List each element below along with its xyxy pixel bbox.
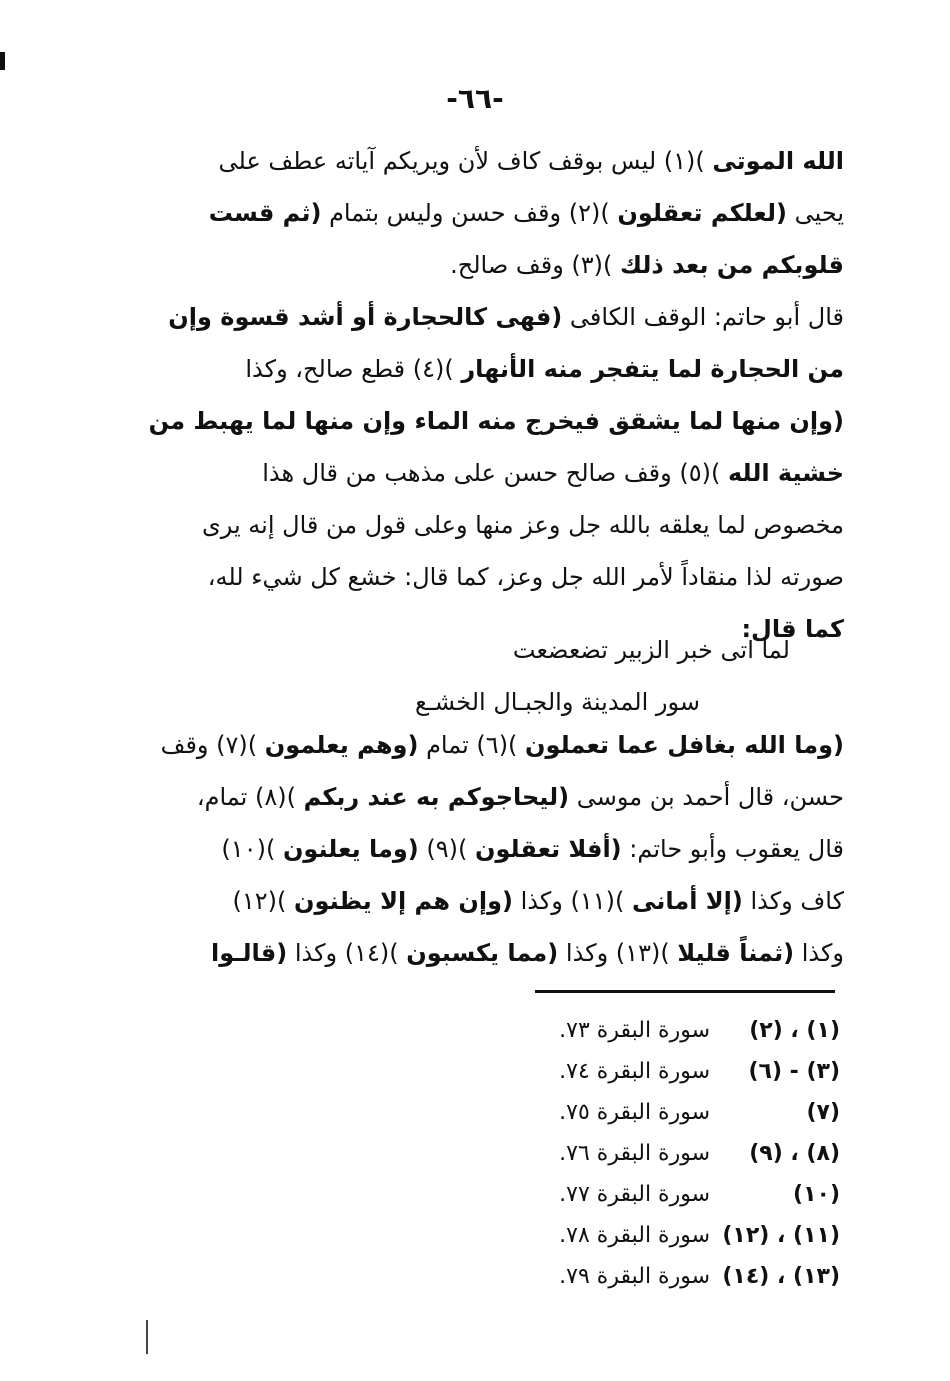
verse-line-1: لما اتى خبر الزبير تضعضعت xyxy=(512,636,790,664)
text-run: )(٦) تمام xyxy=(418,731,526,759)
text-line xyxy=(134,343,844,395)
text-line xyxy=(134,239,844,291)
footnote-row xyxy=(510,1133,840,1174)
footnote-row xyxy=(510,1215,840,1256)
quran-quote: الله الموتى xyxy=(712,147,844,175)
text-line xyxy=(134,718,844,770)
footnote-refs: (٨) ، (٩) xyxy=(749,1141,840,1166)
text-run: صورته لذا منقاداً لأمر الله جل وعز، كما قال: خشع كل شيء لله، xyxy=(207,563,844,591)
text-run: )(٥) وقف صالح حسن على مذهب من قال هذا xyxy=(262,459,728,487)
quran-quote: (قالـوا xyxy=(211,939,288,967)
quran-quote: (ثمناً قليلا xyxy=(677,939,795,967)
text-line xyxy=(134,499,844,551)
quran-quote: (ثم قست xyxy=(208,199,322,227)
quran-quote: (إلا أمانى xyxy=(632,887,743,915)
quran-quote: (وإن منها لما يشقق فيخرج منه الماء وإن منها لما يهبط من xyxy=(148,407,844,435)
text-run: )(١٤) وكذا xyxy=(287,939,407,967)
text-line xyxy=(134,770,844,822)
quran-quote: (أفلا تعقلون xyxy=(474,835,622,863)
text-run: )(٤) قطع صالح، وكذا xyxy=(245,355,462,383)
quran-quote: (وهم يعلمون xyxy=(264,731,419,759)
scan-artifact-line xyxy=(146,1320,148,1354)
footnote-row xyxy=(510,1010,840,1051)
footnote-refs: (١٣) ، (١٤) xyxy=(722,1264,840,1289)
footnote-source: سورة البقرة ٧٨. xyxy=(559,1223,710,1248)
text-run: يحيى xyxy=(786,199,844,227)
footnote-refs: (١٠) xyxy=(793,1182,840,1207)
quran-quote: كما قال: xyxy=(741,615,844,643)
text-line xyxy=(134,874,844,926)
text-run: )(١) ليس بوقف كاف لأن ويريكم آياته عطف على xyxy=(218,147,713,175)
text-line xyxy=(134,187,844,239)
footnote-row xyxy=(510,1256,840,1297)
text-run: )(١٣) وكذا xyxy=(558,939,678,967)
footnote-row xyxy=(510,1092,840,1133)
footnote-source: سورة البقرة ٧٤. xyxy=(559,1059,710,1084)
text-line xyxy=(134,926,844,978)
text-run: مخصوص لما يعلقه بالله جل وعز منها وعلى قول من قال إنه يرى xyxy=(201,511,844,539)
page-number: -٦٦- xyxy=(446,82,504,115)
text-run: )(٣) وقف صالح. xyxy=(450,251,621,279)
text-run: )(٧) وقف xyxy=(160,731,265,759)
text-line xyxy=(134,135,844,187)
text-line xyxy=(134,395,844,447)
text-line xyxy=(134,822,844,874)
text-line xyxy=(134,291,844,343)
quran-quote: خشية الله xyxy=(727,459,844,487)
quran-quote: (مما يكسبون xyxy=(406,939,559,967)
text-run: )(٨) تمام، xyxy=(196,783,304,811)
quran-quote: (فهى كالحجارة أو أشد قسوة وإن xyxy=(168,303,563,331)
footnote-row xyxy=(510,1051,840,1092)
quran-quote: قلوبكم من بعد ذلك xyxy=(620,251,844,279)
text-run: كاف وكذا xyxy=(742,887,844,915)
quran-quote: (وإن هم إلا يظنون xyxy=(294,887,513,915)
text-run: قال أبو حاتم: الوقف الكافى xyxy=(562,303,844,331)
text-run: )(١١) وكذا xyxy=(512,887,633,915)
quran-quote: من الحجارة لما يتفجر منه الأنهار xyxy=(461,355,844,383)
second-paragraph xyxy=(134,718,844,978)
text-run: )(٩) xyxy=(418,835,475,863)
quran-quote: (وما الله بغافل عما تعملون xyxy=(525,731,844,759)
quran-quote: (ليحاجوكم به عند ربكم xyxy=(303,783,570,811)
text-line xyxy=(134,447,844,499)
text-run: )(١٠) xyxy=(221,835,283,863)
footnote-refs: (١) ، (٢) xyxy=(749,1018,840,1043)
footnotes xyxy=(510,1010,840,1297)
text-run: )(٢) وقف حسن وليس بتمام xyxy=(321,199,618,227)
text-run: )(١٢) xyxy=(232,887,295,915)
verse-line-2: سور المدينة والجبـال الخشـع xyxy=(415,688,700,716)
footnote-row xyxy=(510,1174,840,1215)
footnote-refs: (٧) xyxy=(806,1100,840,1125)
main-paragraph xyxy=(134,135,844,655)
footnote-source: سورة البقرة ٧٦. xyxy=(559,1141,710,1166)
footnote-source: سورة البقرة ٧٧. xyxy=(559,1182,710,1207)
text-run: قال يعقوب وأبو حاتم: xyxy=(621,835,844,863)
footnote-source: سورة البقرة ٧٥. xyxy=(559,1100,710,1125)
text-line xyxy=(134,551,844,603)
quran-quote: (وما يعلنون xyxy=(282,835,419,863)
text-run: حسن، قال أحمد بن موسى xyxy=(569,783,844,811)
text-run: وكذا xyxy=(794,939,844,967)
footnote-source: سورة البقرة ٧٩. xyxy=(559,1264,710,1289)
footnote-source: سورة البقرة ٧٣. xyxy=(559,1018,710,1043)
footnote-divider xyxy=(535,990,835,993)
quran-quote: (لعلكم تعقلون xyxy=(617,199,787,227)
footnote-refs: (٣) - (٦) xyxy=(748,1059,840,1084)
scan-margin-mark xyxy=(0,52,5,70)
footnote-refs: (١١) ، (١٢) xyxy=(722,1223,840,1248)
